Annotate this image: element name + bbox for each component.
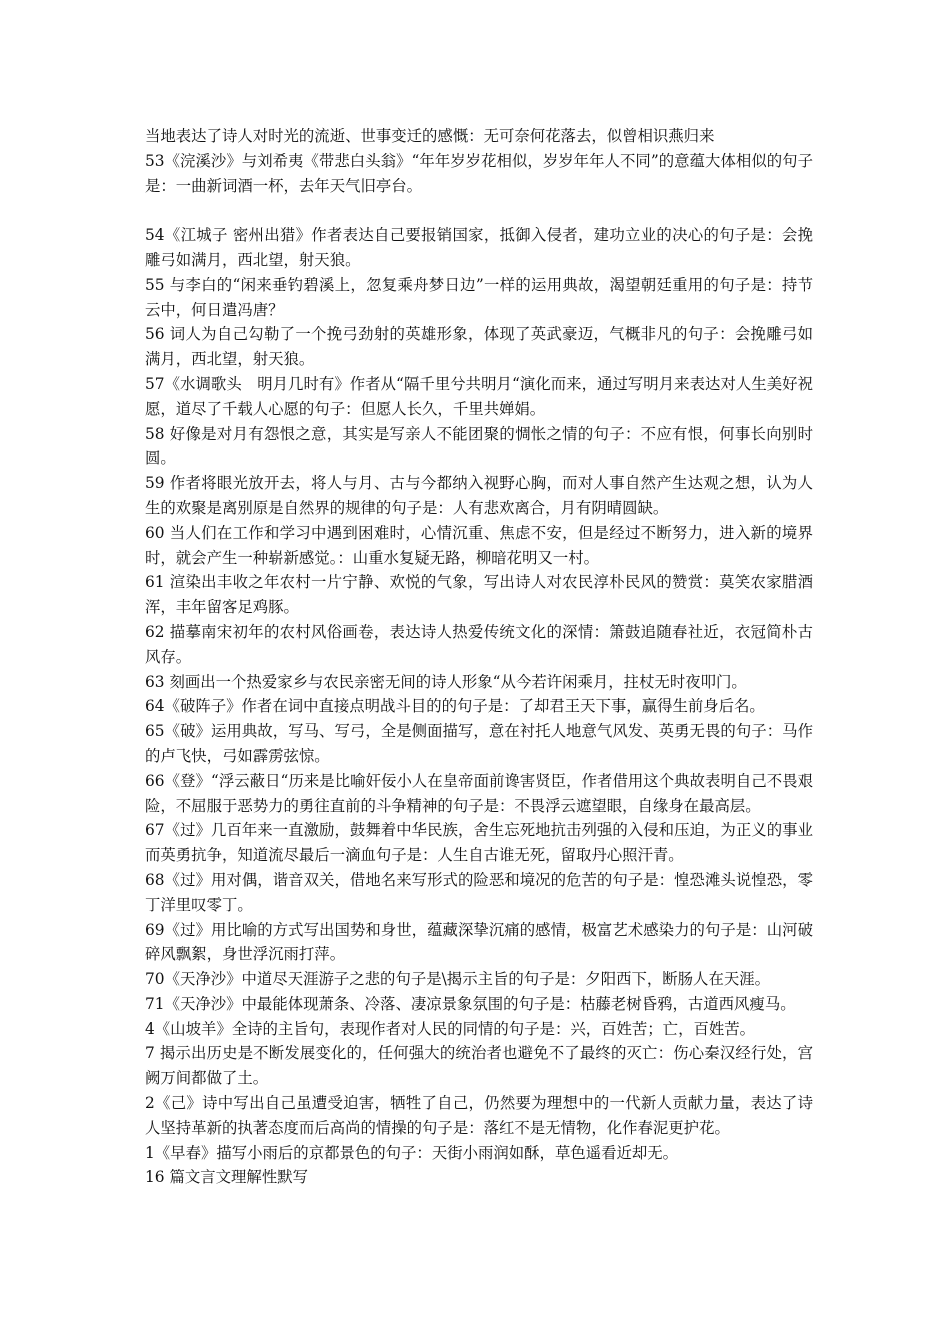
paragraph-57: 57《水调歌头 明月几时有》作者从“隔千里兮共明月“演化而来，通过写明月来表达对人生美好祝愿，道尽了千载人心愿的句子：但愿人长久，千里共婵娟。	[145, 374, 813, 418]
paragraph-68: 68《过》用对偶，谐音双关，借地名来写形式的险恶和境况的危苦的句子是：惶恐滩头说惶恐，零丁洋里叹零丁。	[145, 870, 813, 914]
paragraph-61: 61 渲染出丰收之年农村一片宁静、欢悦的气象，写出诗人对农民淳朴民风的赞赏：莫笑农家腊酒浑，丰年留客足鸡豚。	[145, 573, 813, 617]
paragraph-64: 64《破阵子》作者在词中直接点明战斗目的的句子是：了却君王天下事，赢得生前身后名。	[145, 697, 765, 716]
paragraph-53: 53《浣溪沙》与刘希夷《带悲白头翁》“年年岁岁花相似，岁岁年年人不同”的意蕴大体相似的句子是：一曲新词酒一杯，去年天气旧亭台。	[145, 151, 813, 195]
paragraph-54: 54《江城子 密州出猎》作者表达自己要报销国家，抵御入侵者，建功立业的决心的句子是：会挽雕弓如满月，西北望，射天狼。	[145, 226, 813, 269]
paragraph-2: 2《己》诗中写出自己虽遭受迫害，牺牲了自己，仍然要为理想中的一代新人贡献力量，表达了诗人坚持革新的执著态度而后高尚的情操的句子是：落红不是无情物，化作春泥更护花。	[145, 1094, 813, 1137]
paragraph-56: 56 词人为自己勾勒了一个挽弓劲射的英雄形象，体现了英武豪迈，气概非凡的句子：会挽雕弓如满月，西北望，射天狼。	[145, 325, 813, 369]
paragraph-71: 71《天净沙》中最能体现萧条、冷落、凄凉景象氛围的句子是：枯藤老树昏鸦，古道西风瘦马。	[145, 994, 796, 1013]
document-page	[145, 124, 813, 1190]
paragraph-63: 63 刻画出一个热爱家乡与农民亲密无间的诗人形象“从今若许闲乘月，拄杖无时夜叩门。	[145, 672, 747, 691]
paragraph-1b: 1《早春》描写小雨后的京都景色的句子：天街小雨润如酥，草色遥看近却无。	[145, 1143, 679, 1162]
paragraph-1: 当地表达了诗人对时光的流逝、世事变迁的感慨：无可奈何花落去，似曾相识燕归来	[145, 127, 715, 145]
paragraph-62: 62 描摹南宋初年的农村风俗画卷，表达诗人热爱传统文化的深情：箫鼓追随春社近，衣冠简朴古风存。	[145, 622, 813, 666]
blank-line	[145, 198, 813, 223]
paragraph-7: 7 揭示出历史是不断发展变化的，任何强大的统治者也避免不了最终的灭亡：伤心秦汉经行处，宫阙万间都做了土。	[145, 1044, 813, 1088]
paragraph-55: 55 与李白的“闲来垂钓碧溪上，忽复乘舟梦日边”一样的运用典故，渴望朝廷重用的句子是：持节云中，何日遣冯唐？	[145, 275, 813, 319]
paragraph-67: 67《过》几百年来一直激励，鼓舞着中华民族，舍生忘死地抗击列强的入侵和压迫，为正义的事业而英勇抗争，知道流尽最后一滴血句子是：人生自古谁无死，留取丹心照汗青。	[145, 821, 813, 865]
paragraph-70: 70《天净沙》中道尽天涯游子之悲的句子是\揭示主旨的句子是：夕阳西下，断肠人在天涯。	[145, 970, 771, 989]
paragraph-65: 65《破》运用典故，写马、写弓，全是侧面描写，意在衬托人地意气风发、英勇无畏的句子：马作的卢飞快，弓如霹雳弦惊。	[145, 722, 813, 765]
section-heading: 16 篇文言文理解性默写	[145, 1168, 308, 1187]
paragraph-69: 69《过》用比喻的方式写出国势和身世，蕴藏深挚沉痛的感情，极富艺术感染力的句子是：山河破碎风飘絮，身世浮沉雨打萍。	[145, 920, 813, 964]
paragraph-58: 58 好像是对月有怨恨之意，其实是写亲人不能团聚的惆怅之情的句子：不应有恨，何事长向别时圆。	[145, 424, 813, 468]
paragraph-66: 66《登》“浮云蔽日“历来是比喻奸佞小人在皇帝面前谗害贤臣，作者借用这个典故表明自己不畏艰险，不屈服于恶势力的勇往直前的斗争精神的句子是：不畏浮云遮望眼，自缘身在最高层。	[145, 771, 813, 815]
paragraph-4: 4《山坡羊》全诗的主旨句，表现作者对人民的同情的句子是：兴，百姓苦；亡，百姓苦。	[145, 1019, 756, 1038]
paragraph-60: 60 当人们在工作和学习中遇到困难时，心情沉重、焦虑不安，但是经过不断努力，进入新的境界时，就会产生一种崭新感觉。：山重水复疑无路，柳暗花明又一村。	[145, 523, 813, 567]
paragraph-59: 59 作者将眼光放开去，将人与月、古与今都纳入视野心胸，而对人事自然产生达观之想，认为人生的欢聚是离别原是自然界的规律的句子是：人有悲欢离合，月有阴晴圆缺。	[145, 474, 813, 517]
